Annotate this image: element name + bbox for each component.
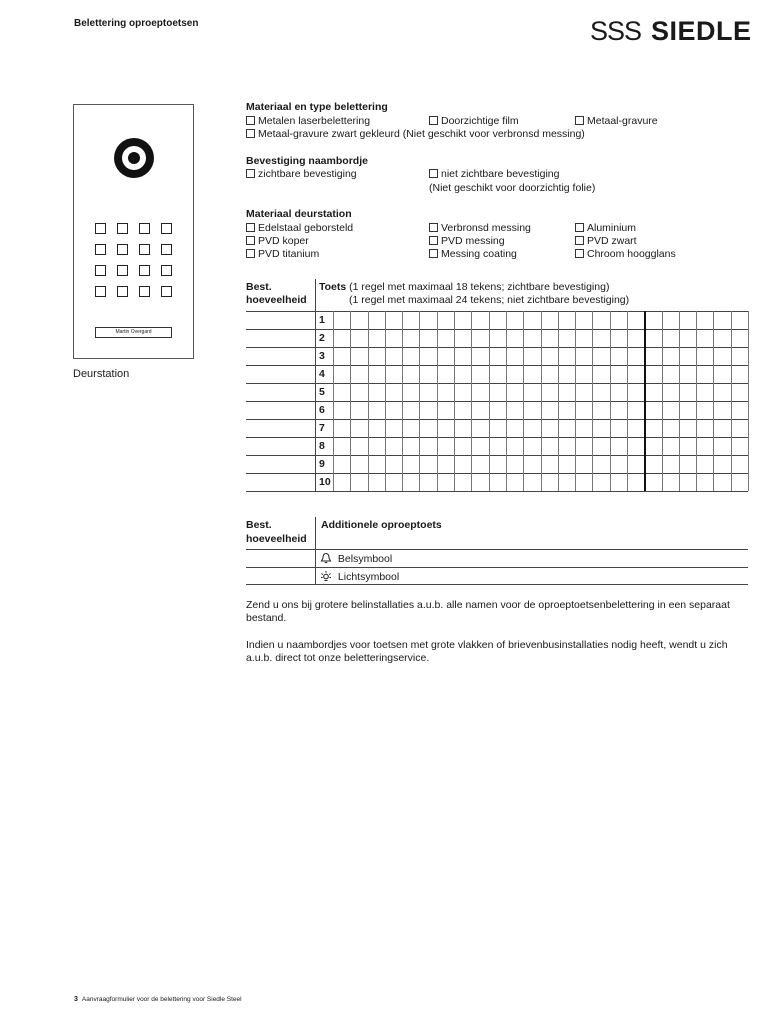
qty-cell[interactable] (246, 456, 314, 473)
qty-cell[interactable] (246, 330, 314, 347)
option-label: Metaal-gravure zwart gekleurd (Niet geschikt voor verbronsd messing) (258, 128, 585, 140)
call-button-icon (117, 244, 128, 255)
row-divider (246, 401, 748, 402)
checkbox[interactable] (246, 116, 255, 125)
grid-column (627, 311, 628, 491)
checkbox[interactable] (246, 129, 255, 138)
option-engraving[interactable] (575, 115, 658, 127)
row-divider (246, 437, 748, 438)
qty-cell[interactable] (246, 438, 314, 455)
qty-cell[interactable] (246, 420, 314, 437)
option-label: PVD koper (258, 235, 309, 247)
grid-column (713, 311, 714, 491)
call-button-icon (139, 265, 150, 276)
light-row[interactable] (320, 570, 399, 583)
row-divider (246, 347, 748, 348)
row-number: 10 (319, 476, 331, 488)
option-visible[interactable] (246, 168, 357, 180)
checkbox[interactable] (575, 249, 584, 258)
checkbox[interactable] (246, 249, 255, 258)
qty-header-2: hoeveelheid (246, 533, 307, 545)
call-button-icon (117, 286, 128, 297)
mounting-section (246, 155, 746, 200)
grid-column (333, 311, 334, 491)
checkbox[interactable] (429, 223, 438, 232)
option-door[interactable] (429, 248, 517, 260)
call-button-icon (95, 244, 106, 255)
call-button-icon (95, 265, 106, 276)
bell-label: Belsymbool (337, 553, 393, 565)
call-button-icon (161, 244, 172, 255)
option-film[interactable] (429, 115, 519, 127)
call-button-grid (95, 223, 172, 297)
call-button-icon (95, 286, 106, 297)
grid-column (350, 311, 351, 491)
call-button-icon (161, 286, 172, 297)
call-button-icon (161, 223, 172, 234)
checkbox[interactable] (429, 249, 438, 258)
grid-column (592, 311, 593, 491)
nameplate: Martin Overgard (95, 327, 172, 338)
option-label: Chroom hoogglans (587, 248, 676, 260)
row-divider (246, 329, 748, 330)
divider (246, 549, 748, 550)
grid-column (696, 311, 697, 491)
toets-rule-2: (1 regel met maximaal 24 tekens; niet zichtbare bevestiging) (349, 294, 630, 306)
checkbox[interactable] (246, 236, 255, 245)
mounting-heading: Bevestiging naambordje (246, 155, 368, 167)
grid-column (471, 311, 472, 491)
option-label: PVD titanium (258, 248, 320, 260)
call-button-icon (139, 244, 150, 255)
grid-column (644, 311, 646, 491)
additional-table (246, 519, 748, 587)
lettering-table (246, 281, 748, 491)
checkbox[interactable] (575, 116, 584, 125)
qty-cell[interactable] (246, 366, 314, 383)
grid-column (506, 311, 507, 491)
row-number: 8 (319, 440, 325, 452)
checkbox[interactable] (575, 223, 584, 232)
option-door[interactable] (429, 222, 531, 234)
checkbox[interactable] (575, 236, 584, 245)
qty-header-2: hoeveelheid (246, 294, 307, 306)
grid-column (368, 311, 369, 491)
option-door[interactable] (246, 222, 353, 234)
footer (74, 996, 242, 1003)
call-button-icon (95, 223, 106, 234)
divider (246, 584, 748, 585)
invisible-note: (Niet geschikt voor doorzichtig folie) (429, 182, 596, 194)
grid-column (575, 311, 576, 491)
row-divider (246, 383, 748, 384)
option-label: Doorzichtige film (441, 115, 519, 127)
additional-heading: Additionele oproeptoets (321, 519, 442, 531)
option-laser[interactable] (246, 115, 370, 127)
option-door[interactable] (429, 235, 505, 247)
row-number: 6 (319, 404, 325, 416)
note-paragraph-1: Zend u ons bij grotere belinstallaties a.u.b. alle namen voor de oproeptoetsenbelettering in een separaat bestand. (246, 599, 730, 624)
checkbox[interactable] (429, 236, 438, 245)
row-divider (246, 365, 748, 366)
footer-text: Aanvraagformulier voor de belettering voor Siedle Steel (81, 996, 242, 1003)
door-station-illustration (73, 104, 194, 359)
qty-header: Best. (246, 281, 272, 293)
grid-column (489, 311, 490, 491)
row-number: 9 (319, 458, 325, 470)
grid-column (679, 311, 680, 491)
bell-icon (320, 552, 332, 564)
option-door[interactable] (575, 248, 676, 260)
note-paragraph-2: Indien u naambordjes voor toetsen met grote vlakken of brievenbusinstallaties nodig heeft, wendt u zich a.u.b. direct tot onze beletteringservice. (246, 639, 728, 664)
option-door[interactable] (246, 248, 319, 260)
checkbox[interactable] (429, 169, 438, 178)
bell-row[interactable] (320, 552, 392, 565)
grid-column (437, 311, 438, 491)
option-label: niet zichtbare bevestiging (441, 168, 560, 180)
qty-cell[interactable] (246, 384, 314, 401)
light-label: Lichtsymbool (337, 571, 400, 583)
option-label: PVD messing (441, 235, 505, 247)
checkbox[interactable] (246, 223, 255, 232)
call-button-icon (139, 286, 150, 297)
grid-column (523, 311, 524, 491)
door-material-section (246, 208, 746, 264)
option-label: Metaal-gravure (587, 115, 658, 127)
page-title: Belettering oproeptoetsen (74, 18, 199, 29)
grid-column (385, 311, 386, 491)
call-button-icon (117, 265, 128, 276)
qty-header: Best. (246, 519, 272, 531)
option-label: Verbronsd messing (441, 222, 531, 234)
grid-column (731, 311, 732, 491)
camera-icon (114, 138, 154, 178)
logo-wordmark: SIEDLE (651, 16, 752, 46)
checkbox[interactable] (429, 116, 438, 125)
divider (246, 567, 748, 568)
material-heading: Materiaal en type belettering (246, 101, 388, 113)
row-divider (246, 311, 748, 312)
call-button-icon (117, 223, 128, 234)
row-divider (246, 419, 748, 420)
material-section (246, 101, 746, 151)
row-divider (246, 473, 748, 474)
qty-cell[interactable] (246, 312, 314, 329)
row-number: 3 (319, 350, 325, 362)
option-invisible[interactable] (429, 168, 560, 180)
siedle-logo (590, 18, 752, 45)
grid-column (610, 311, 611, 491)
option-engraving-black[interactable] (246, 128, 585, 140)
option-label: Edelstaal geborsteld (258, 222, 354, 234)
call-button-icon (139, 223, 150, 234)
option-label: Messing coating (441, 248, 517, 260)
qty-cell[interactable] (246, 474, 314, 491)
row-number: 1 (319, 314, 325, 326)
row-divider (246, 455, 748, 456)
row-number: 5 (319, 386, 325, 398)
door-material-heading: Materiaal deurstation (246, 208, 352, 220)
toets-header (319, 281, 609, 293)
station-caption: Deurstation (73, 368, 130, 380)
grid-column (419, 311, 420, 491)
grid-column (558, 311, 559, 491)
logo-mark: SSS (590, 16, 642, 46)
grid-column (748, 311, 749, 491)
light-icon (320, 570, 332, 582)
divider (315, 517, 316, 585)
option-label: PVD zwart (587, 235, 637, 247)
option-door[interactable] (575, 235, 637, 247)
option-label: zichtbare bevestiging (258, 168, 357, 180)
row-number: 2 (319, 332, 325, 344)
option-door[interactable] (575, 222, 636, 234)
option-door[interactable] (246, 235, 309, 247)
call-button-icon (161, 265, 172, 276)
grid-column (454, 311, 455, 491)
grid-column (402, 311, 403, 491)
page-number: 3 (74, 996, 78, 1003)
checkbox[interactable] (246, 169, 255, 178)
grid-column (541, 311, 542, 491)
row-number: 4 (319, 368, 325, 380)
qty-cell[interactable] (246, 402, 314, 419)
toets-label: Toets (319, 281, 347, 293)
grid-column (662, 311, 663, 491)
qty-cell[interactable] (246, 348, 314, 365)
row-number: 7 (319, 422, 325, 434)
row-divider (246, 491, 748, 492)
toets-rule-1: (1 regel met maximaal 18 tekens; zichtbare bevestiging) (346, 281, 610, 293)
option-label: Metalen laserbelettering (258, 115, 371, 127)
option-label: Aluminium (587, 222, 637, 234)
